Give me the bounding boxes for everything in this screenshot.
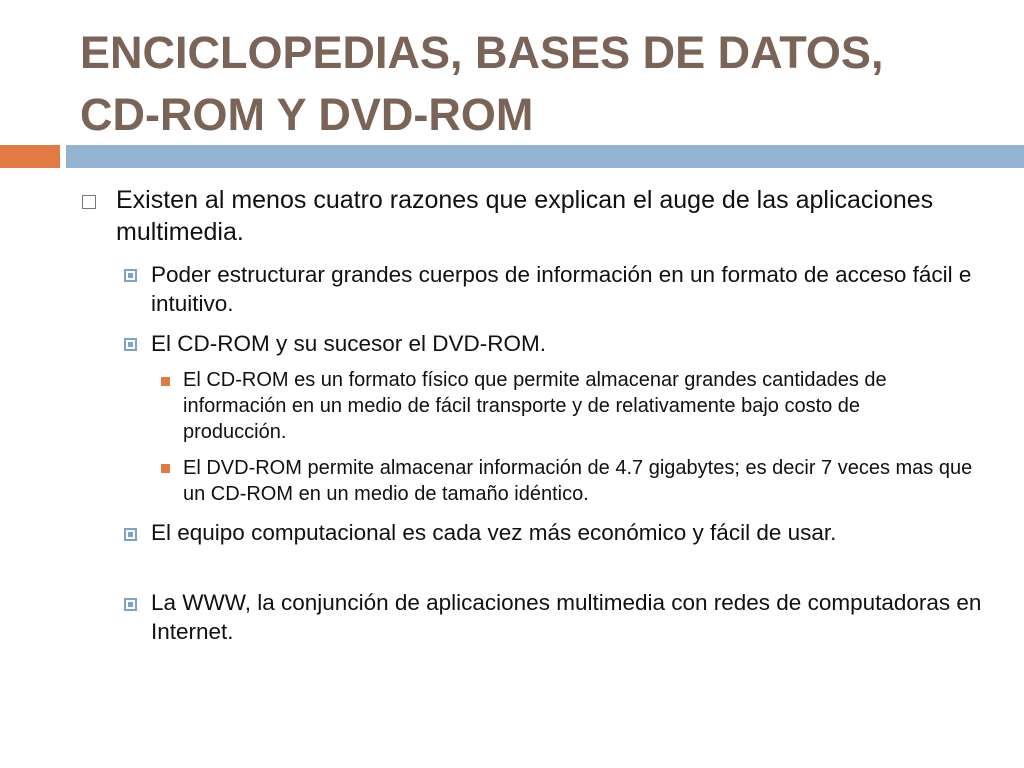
bullet-text: La WWW, la conjunción de aplicaciones multimedia con redes de computadoras en Internet. [151, 590, 982, 644]
accent-bar-blue [66, 145, 1024, 168]
bullet-text: El CD-ROM y su sucesor el DVD-ROM. [151, 331, 547, 356]
square-bullet-icon [124, 528, 137, 541]
bullet-text: El equipo computacional es cada vez más económico y fácil de usar. [151, 520, 837, 545]
square-bullet-icon [124, 598, 137, 611]
slide-title [80, 22, 1000, 146]
square-bullet-icon [124, 269, 137, 282]
title-line-2: CD-ROM Y DVD-ROM [80, 89, 534, 140]
bullet-text: Poder estructurar grandes cuerpos de información en un formato de acceso fácil e intuitivo. [151, 262, 972, 316]
square-bullet-icon [124, 338, 137, 351]
accent-bar-orange [0, 145, 60, 168]
square-bullet-icon [161, 377, 170, 386]
bullet-text: Existen al menos cuatro razones que explican el auge de las aplicaciones multimedia. [116, 186, 934, 246]
title-line-1: ENCICLOPEDIAS, BASES DE DATOS, [80, 27, 884, 78]
bullet-text: El CD-ROM es un formato físico que permite almacenar grandes cantidades de información en un medio de fácil transporte y de relativamente bajo costo de producción. [183, 369, 887, 443]
square-bullet-icon [161, 464, 170, 473]
bullet-text: El DVD-ROM permite almacenar información de 4.7 gigabytes; es decir 7 veces mas que un CD-ROM en un medio de tamaño idéntico. [183, 457, 973, 505]
square-bullet-icon [82, 195, 96, 209]
